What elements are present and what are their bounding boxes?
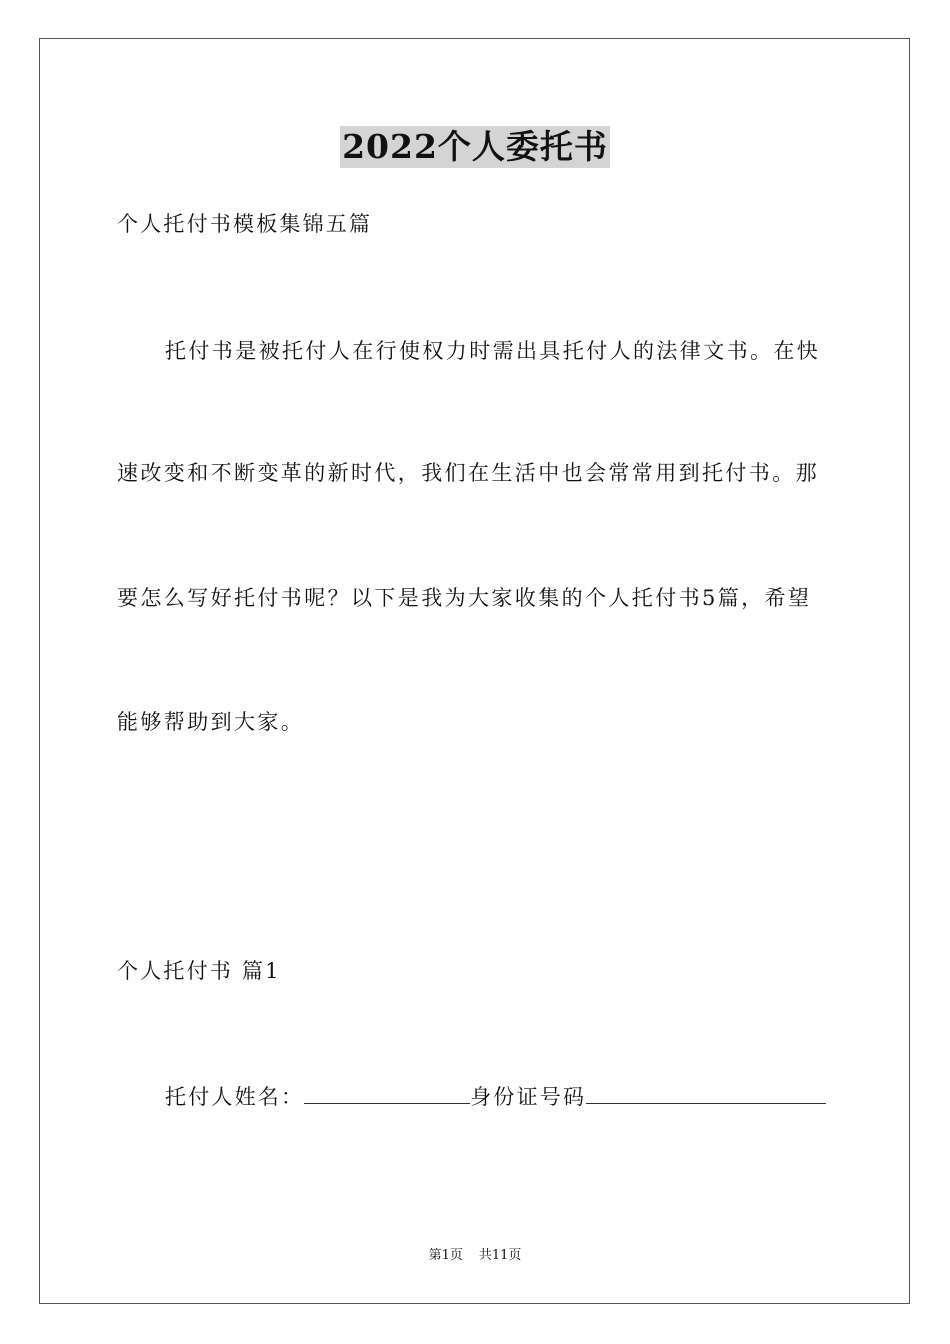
name-blank[interactable] <box>304 1081 470 1104</box>
page-footer <box>0 1247 950 1265</box>
name-label: 托付人姓名： <box>165 1085 305 1109</box>
id-label: 身份证号码 <box>470 1085 587 1109</box>
paragraph-line-4: 能够帮助到大家。 <box>117 710 305 734</box>
form-line <box>165 1081 826 1112</box>
document-subtitle: 个人托付书模板集锦五篇 <box>117 212 373 236</box>
document-title: 2022个人委托书 <box>342 127 608 166</box>
paragraph-line-1: 托付书是被托付人在行使权力时需出具托付人的法律文书。在快 <box>165 339 821 363</box>
id-blank[interactable] <box>586 1081 826 1104</box>
title-container <box>0 126 950 168</box>
paragraph-line-3: 要怎么写好托付书呢？以下是我为大家收集的个人托付书5篇，希望 <box>117 586 812 610</box>
page-total: 共11页 <box>478 1248 522 1263</box>
section-title: 个人托付书 篇1 <box>117 959 281 983</box>
page-number: 第1页 <box>428 1248 463 1263</box>
paragraph-line-2: 速改变和不断变革的新时代，我们在生活中也会常常用到托付书。那 <box>117 461 819 485</box>
